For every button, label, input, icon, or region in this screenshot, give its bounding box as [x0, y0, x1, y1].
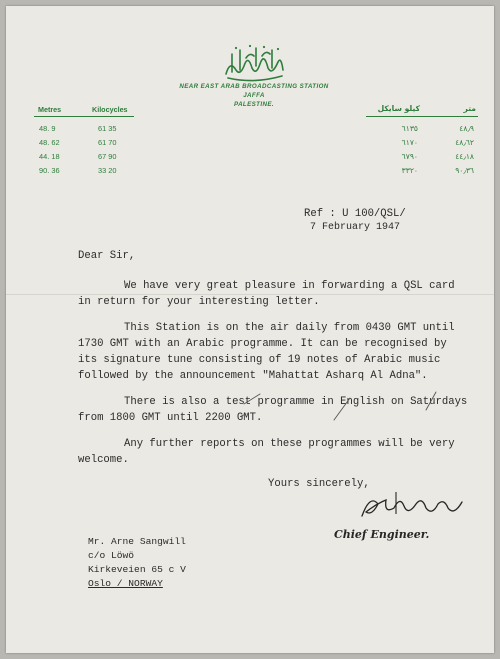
metres-value: 48. 62: [39, 138, 60, 147]
body-line: its signature tune consisting of 19 notes of Arabic music: [78, 354, 441, 366]
kc-arabic-value: ٦٧٩٠: [401, 152, 418, 161]
body-line: Any further reports on these programmes will be very: [124, 438, 455, 450]
pencil-marks: [240, 390, 470, 424]
table-rule-right: [366, 116, 478, 117]
metres-arabic-header: متر: [463, 104, 476, 113]
signature-icon: [356, 486, 468, 526]
kilocycles-arabic-header: كيلو سايكل: [377, 104, 420, 113]
metres-arabic-value: ٤٨٫٩: [459, 124, 474, 133]
letter-date: 7 February 1947: [310, 222, 401, 233]
kc-value: 61 70: [98, 138, 117, 147]
kc-arabic-value: ٦١٣٥: [401, 124, 418, 133]
kc-value: 61 35: [98, 124, 117, 133]
body-line: in return for your interesting letter.: [78, 296, 320, 308]
recipient-line: Kirkeveien 65 c V: [88, 564, 186, 575]
metres-header: Metres: [38, 105, 62, 114]
kilocycles-header: Kilocycles: [92, 105, 128, 114]
body-line: from 1800 GMT until 2200 GMT.: [78, 412, 263, 424]
kc-value: 67 90: [98, 152, 117, 161]
metres-value: 48. 9: [39, 124, 56, 133]
metres-arabic-value: ٤٤٫١٨: [455, 152, 474, 161]
body-line: We have very great pleasure in forwarding a QSL card: [124, 280, 455, 292]
fold-line: [6, 294, 494, 295]
letter-page: [6, 6, 494, 653]
station-country: PALESTINE.: [234, 101, 274, 108]
body-line: There is also a test programme in English on Saturdays: [124, 396, 468, 408]
metres-value: 90. 36: [39, 166, 60, 175]
kc-value: 33 20: [98, 166, 117, 175]
recipient-name: Mr. Arne Sangwill: [88, 536, 186, 547]
body-line: This Station is on the air daily from 0430 GMT until: [124, 322, 455, 334]
closing: Yours sincerely,: [268, 478, 370, 490]
metres-arabic-value: ٤٨٫٦٢: [455, 138, 474, 147]
calligraphy-logo-icon: [220, 40, 288, 84]
recipient-line: c/o Löwö: [88, 550, 135, 561]
station-name: NEAR EAST ARAB BROADCASTING STATION: [179, 83, 329, 90]
salutation: Dear Sir,: [78, 250, 136, 262]
reference-number: Ref : U 100/QSL/: [304, 208, 406, 220]
station-city: JAFFA: [243, 92, 265, 99]
signature-title: Chief Engineer.: [334, 528, 430, 541]
table-rule-left: [34, 116, 134, 117]
kc-arabic-value: ٦١٧٠: [401, 138, 418, 147]
body-line: welcome.: [78, 454, 129, 466]
metres-value: 44. 18: [39, 152, 60, 161]
metres-arabic-value: ٩٠٫٣٦: [455, 166, 474, 175]
body-line: followed by the announcement "Mahattat Asharq Al Adna".: [78, 370, 428, 382]
body-line: 1730 GMT with an Arabic programme. It can be recognised by: [78, 338, 447, 350]
recipient-city: Oslo / NORWAY: [88, 578, 163, 589]
kc-arabic-value: ٣٣٢٠: [401, 166, 418, 175]
